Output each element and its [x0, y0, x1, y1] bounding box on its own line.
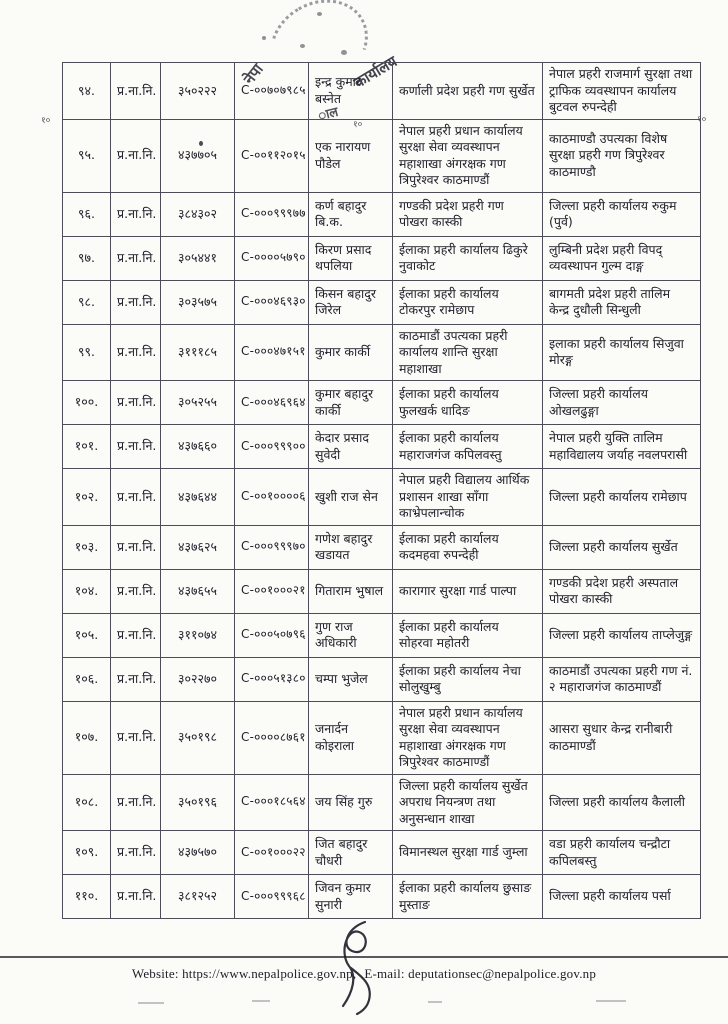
scan-speckle	[138, 1002, 164, 1004]
row-serial-number: ९४.	[63, 63, 111, 120]
row-transfer-office: जिल्ला प्रहरी कार्यालय ओखलढुङ्गा	[543, 381, 701, 425]
row-police-number: ३५०१९६	[161, 774, 235, 831]
row-serial-number: १०२.	[63, 469, 111, 526]
row-code: C-००१००००६	[235, 469, 309, 526]
row-code: C-०००९९९७०	[235, 525, 309, 569]
table-row	[63, 236, 701, 280]
row-transfer-office: वडा प्रहरी कार्यालय चन्द्रौटा कपिलबस्तु	[543, 831, 701, 875]
row-rank: प्र.ना.नि.	[111, 280, 161, 324]
row-current-office: नेपाल प्रहरी प्रधान कार्यालय सुरक्षा सेवा व्यवस्थापन महाशाखा अंगरक्षक गण त्रिपुरेश्वर काठमाण्डौं	[393, 701, 543, 774]
row-transfer-office: जिल्ला प्रहरी कार्यालय सुर्खेत	[543, 525, 701, 569]
row-code: C-००१०००२२	[235, 831, 309, 875]
table-row	[63, 469, 701, 526]
row-rank: प्र.ना.नि.	[111, 119, 161, 192]
table-row	[63, 831, 701, 875]
row-police-number: ३५०१९८	[161, 701, 235, 774]
row-serial-number: १०९.	[63, 831, 111, 875]
row-police-number: ३११०७४	[161, 613, 235, 657]
row-name: किरण प्रसाद थपलिया	[309, 236, 393, 280]
row-name: इन्द्र कुमार बस्नेत	[309, 63, 393, 120]
row-police-number: ४३७६६०	[161, 425, 235, 469]
row-police-number: ४३७६४४	[161, 469, 235, 526]
table-row	[63, 525, 701, 569]
row-name: एक नारायण पौडेल	[309, 119, 393, 192]
row-rank: प्र.ना.नि.	[111, 774, 161, 831]
table-row	[63, 875, 701, 919]
row-police-number: ४३७६५५	[161, 569, 235, 613]
row-transfer-office: जिल्ला प्रहरी कार्यालय रुकुम (पुर्व)	[543, 192, 701, 236]
row-code: C-००००८७६१	[235, 701, 309, 774]
row-name: खुशी राज सेन	[309, 469, 393, 526]
row-police-number: ३८४३०२	[161, 192, 235, 236]
row-current-office: ईलाका प्रहरी कार्यालय नेचा सोलुखुम्बु	[393, 657, 543, 701]
row-name: कर्ण बहादुर बि.क.	[309, 192, 393, 236]
row-code: C-०००९९९६८	[235, 875, 309, 919]
row-rank: प्र.ना.नि.	[111, 236, 161, 280]
row-rank: प्र.ना.नि.	[111, 324, 161, 381]
row-rank: प्र.ना.नि.	[111, 701, 161, 774]
row-police-number: ३१११८५	[161, 324, 235, 381]
row-code: C-०००४७१५१	[235, 324, 309, 381]
row-serial-number: १०३.	[63, 525, 111, 569]
table-row	[63, 569, 701, 613]
row-code: C-०००९९९००	[235, 425, 309, 469]
row-current-office: गण्डकी प्रदेश प्रहरी गण पोखरा कास्की	[393, 192, 543, 236]
scan-speckle	[252, 1000, 270, 1002]
footer-website: Website: https://www.nepalpolice.gov.np,	[131, 966, 357, 981]
row-rank: प्र.ना.नि.	[111, 192, 161, 236]
margin-mark: १०	[41, 116, 51, 126]
row-serial-number: ९६.	[63, 192, 111, 236]
row-rank: प्र.ना.नि.	[111, 569, 161, 613]
row-serial-number: ९९.	[63, 324, 111, 381]
row-rank: प्र.ना.नि.	[111, 831, 161, 875]
row-transfer-office: गण्डकी प्रदेश प्रहरी अस्पताल पोखरा कास्की	[543, 569, 701, 613]
row-serial-number: ९७.	[63, 236, 111, 280]
table-row	[63, 657, 701, 701]
row-police-number: ४३७७०५	[161, 119, 235, 192]
row-rank: प्र.ना.नि.	[111, 425, 161, 469]
footer-contact-line	[0, 966, 728, 982]
scan-speck	[300, 44, 305, 48]
table-row	[63, 119, 701, 192]
row-current-office: ईलाका प्रहरी कार्यालय महाराजगंज कपिलवस्तु	[393, 425, 543, 469]
table-row	[63, 774, 701, 831]
row-transfer-office: आसरा सुधार केन्द्र रानीबारी काठमाण्डौं	[543, 701, 701, 774]
footer-divider	[0, 956, 728, 958]
row-rank: प्र.ना.नि.	[111, 469, 161, 526]
row-transfer-office: नेपाल प्रहरी राजमार्ग सुरक्षा तथा ट्राफिक व्यवस्थापन कार्यालय बुटवल रुपन्देही	[543, 63, 701, 120]
row-serial-number: १०७.	[63, 701, 111, 774]
row-police-number: ३०५४४१	[161, 236, 235, 280]
row-name: जनार्दन कोइराला	[309, 701, 393, 774]
table-row	[63, 280, 701, 324]
scan-speck	[341, 50, 347, 55]
margin-mark: १०	[697, 115, 707, 125]
table-row	[63, 613, 701, 657]
row-current-office: कर्णाली प्रदेश प्रहरी गण सुर्खेत	[393, 63, 543, 120]
scan-speckle	[596, 1000, 626, 1002]
table-row	[63, 192, 701, 236]
row-code: C-००७०७९८५	[235, 63, 309, 120]
row-name: चम्पा भुजेल	[309, 657, 393, 701]
row-current-office: ईलाका प्रहरी कार्यालय टोकरपुर रामेछाप	[393, 280, 543, 324]
table-row	[63, 324, 701, 381]
row-rank: प्र.ना.नि.	[111, 613, 161, 657]
row-current-office: विमानस्थल सुरक्षा गार्ड जुम्ला	[393, 831, 543, 875]
row-code: C-००११२०१५	[235, 119, 309, 192]
row-serial-number: ९५.	[63, 119, 111, 192]
row-current-office: जिल्ला प्रहरी कार्यालय सुर्खेत अपराध नियन्त्रण तथा अनुसन्धान शाखा	[393, 774, 543, 831]
table-row	[63, 701, 701, 774]
row-name: गणेश बहादुर खडायत	[309, 525, 393, 569]
row-name: कुमार कार्की	[309, 324, 393, 381]
margin-mark: १०	[353, 120, 363, 130]
row-name: कुमार बहादुर कार्की	[309, 381, 393, 425]
row-transfer-office: लुम्बिनी प्रदेश प्रहरी विपद् व्यवस्थापन गुल्म दाङ्ग	[543, 236, 701, 280]
row-serial-number: ११०.	[63, 875, 111, 919]
row-current-office: ईलाका प्रहरी कार्यालय सोहरवा महोतरी	[393, 613, 543, 657]
row-code: C-०००५१३८०	[235, 657, 309, 701]
row-current-office: काठमाडौं उपत्यका प्रहरी कार्यालय शान्ति सुरक्षा महाशाखा	[393, 324, 543, 381]
row-current-office: ईलाका प्रहरी कार्यालय ढिकुरे नुवाकोट	[393, 236, 543, 280]
row-transfer-office: नेपाल प्रहरी युक्ति तालिम महाविद्यालय जर्याह नवलपरासी	[543, 425, 701, 469]
row-serial-number: १०८.	[63, 774, 111, 831]
row-code: C-०००४६९६४	[235, 381, 309, 425]
row-name: केदार प्रसाद सुवेदी	[309, 425, 393, 469]
row-transfer-office: जिल्ला प्रहरी कार्यालय कैलाली	[543, 774, 701, 831]
row-police-number: ४३७५७०	[161, 831, 235, 875]
row-name: किसन बहादुर जिरेल	[309, 280, 393, 324]
row-serial-number: १०१.	[63, 425, 111, 469]
table-row	[63, 425, 701, 469]
row-transfer-office: जिल्ला प्रहरी कार्यालय पर्सा	[543, 875, 701, 919]
row-code: C-०००४६९३०	[235, 280, 309, 324]
row-police-number: ३८१२५२	[161, 875, 235, 919]
row-name: जिवन कुमार सुनारी	[309, 875, 393, 919]
row-rank: प्र.ना.नि.	[111, 381, 161, 425]
row-code: C-०००९९९७७	[235, 192, 309, 236]
row-transfer-office: इलाका प्रहरी कार्यालय सिजुवा मोरङ्ग	[543, 324, 701, 381]
row-transfer-office: जिल्ला प्रहरी कार्यालय रामेछाप	[543, 469, 701, 526]
row-current-office: ईलाका प्रहरी कार्यालय छुसाङ मुस्ताङ	[393, 875, 543, 919]
scan-speckle	[428, 1001, 442, 1003]
scan-speck	[317, 12, 322, 16]
row-transfer-office: बागमती प्रदेश प्रहरी तालिम केन्द्र दुधौली सिन्धुली	[543, 280, 701, 324]
row-serial-number: १००.	[63, 381, 111, 425]
row-current-office: ईलाका प्रहरी कार्यालय फुलखर्क धादिङ	[393, 381, 543, 425]
row-police-number: ३५०२२२	[161, 63, 235, 120]
row-transfer-office: काठमाडौं उपत्यका प्रहरी गण नं. २ महाराजगंज काठमाण्डौं	[543, 657, 701, 701]
deputation-table-body	[63, 63, 701, 919]
footer-email: E-mail: deputationsec@nepalpolice.gov.np	[364, 966, 597, 981]
row-police-number: ३०२२७०	[161, 657, 235, 701]
row-current-office: नेपाल प्रहरी प्रधान कार्यालय सुरक्षा सेवा व्यवस्थापन महाशाखा अंगरक्षक गण त्रिपुरेश्वर काठमाण्डौं	[393, 119, 543, 192]
row-code: C-०००५०७९६	[235, 613, 309, 657]
row-rank: प्र.ना.नि.	[111, 63, 161, 120]
row-serial-number: ९८.	[63, 280, 111, 324]
table-row	[63, 63, 701, 120]
row-police-number: ३०५२५५	[161, 381, 235, 425]
row-current-office: कारागार सुरक्षा गार्ड पाल्पा	[393, 569, 543, 613]
row-rank: प्र.ना.नि.	[111, 657, 161, 701]
row-transfer-office: जिल्ला प्रहरी कार्यालय ताप्लेजुङ्ग	[543, 613, 701, 657]
row-police-number: ३०३५७५	[161, 280, 235, 324]
row-serial-number: १०५.	[63, 613, 111, 657]
row-code: C-००००५७९०	[235, 236, 309, 280]
row-current-office: नेपाल प्रहरी विद्यालय आर्थिक प्रशासन शाखा साँगा काभ्रेपलान्चोक	[393, 469, 543, 526]
row-police-number: ४३७६२५	[161, 525, 235, 569]
row-code: C-०००१८५६४	[235, 774, 309, 831]
diagonal-stamp-word: ाल	[316, 104, 340, 125]
scan-speck	[262, 36, 266, 40]
table-row	[63, 381, 701, 425]
row-serial-number: १०६.	[63, 657, 111, 701]
row-rank: प्र.ना.नि.	[111, 875, 161, 919]
row-name: गुण राज अधिकारी	[309, 613, 393, 657]
diagonal-stamp-word: कार्यालय	[350, 52, 401, 92]
deputation-table	[62, 62, 701, 919]
row-name: गिताराम भुषाल	[309, 569, 393, 613]
row-name: जय सिंह गुरु	[309, 774, 393, 831]
row-current-office: ईलाका प्रहरी कार्यालय कदमहवा रुपन्देही	[393, 525, 543, 569]
row-name: जित बहादुर चौधरी	[309, 831, 393, 875]
row-rank: प्र.ना.नि.	[111, 525, 161, 569]
diagonal-stamp-word: नेपा	[239, 60, 267, 88]
row-serial-number: १०४.	[63, 569, 111, 613]
row-code: C-००१०००२१	[235, 569, 309, 613]
row-transfer-office: काठमाण्डौ उपत्यका विशेष सुरक्षा प्रहरी गण त्रिपुरेश्वर काठमाण्डौ	[543, 119, 701, 192]
